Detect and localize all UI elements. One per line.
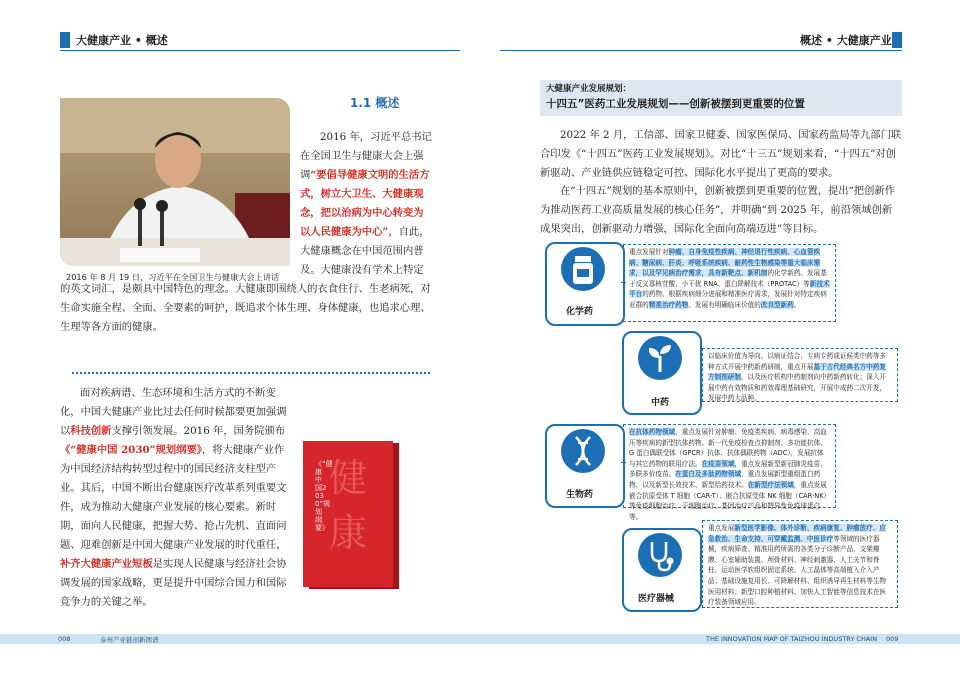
card-desc-medical-device [702, 520, 898, 608]
card-label-medical-device: 医疗器械 [638, 594, 675, 604]
desc-text: 以临床价值为导向，以病证结合、专病专药或证候类中药等多种方式开展中药新药研制，重点开展 [708, 352, 887, 371]
dna-helix-icon [561, 429, 605, 473]
book-title: 《“健康中国2030”规划纲要》 [315, 460, 333, 532]
desc-text: 的药物。根据疾病细分进展和精准医疗需求，发展针对特定疾病亚群的 [629, 290, 827, 309]
highlighted-text: 精准治疗药物 [648, 300, 689, 309]
right-para2: 在“十四五”规划的基本原则中，创新被摆到更重要的位置，提出“把创新作为推动医药工业高质量发展的核心任务”，并明确“到 2025 年，前沿领域创新成果突出，创新驱动力增强，国际化全面向高端迈进”等目标。 [540, 185, 895, 235]
plan-subtitle: 大健康产业发展规划： [546, 84, 632, 94]
desc-text: ，重点发展嵌合抗原受体 T 细胞（CAR-T）、嵌合抗原受体 NK 细胞（CAR-NK）等免疫细胞治疗、干细胞治疗、基因治疗产品和特异性免疫球蛋白等。 [629, 480, 827, 521]
desc-text: 等领域的医疗器械，疾病筛查、精准用药所需的各类分子诊断产品，支架瓣膜、心室辅助装置、颅骨材料、神经刺激器、人工关节和脊柱、运动医学软组织固定系统、人工晶体等高端植入介入产品；基础设施复用长、可降解材料、组织诱导再生材料等生物医用材料；新型口腔种植材料、加快人工智能等信息技术在医疗装备领域应用。 [708, 534, 887, 607]
right-para1: 2022 年 2 月，工信部、国家卫健委、国家医保局、国家药监局等九部门联合印发《“十四五”医药工业发展规划》。对比“十三五”规划来看，“十四五”对创新驱动、产业链供应链稳定可控、国际化水平提出了更高的要求。 [540, 129, 902, 179]
section-title: 1.1 概述 [350, 96, 400, 110]
plan-title: 十四五”医药工业发展规划——创新被摆到更重要的位置 [546, 98, 805, 110]
highlighted-text: 新型医学影像、体外诊断、疾病康复、肿瘤放疗、应急救治、生命支持、可穿戴监测、中医诊疗 [708, 524, 887, 543]
desc-text: ，以及医疗机构中药制剂向中药新药转化；深入开展中药有效物质和药效毒理基础研究，开展中成药二次开发，发展中药大品种。 [708, 373, 887, 403]
highlighted-text: 在蛋白及多肽药物领域 [675, 470, 742, 479]
desc-text: 重点发展 [708, 524, 735, 532]
card-desc-biologic [623, 424, 836, 521]
desc-text: ，重点发展新型重组蛋白药物、以及新型长效技术、新型给药技术。 [629, 470, 821, 489]
footer-left-page: 008 [58, 635, 71, 643]
highlighted-text: 改良型新药 [760, 300, 794, 309]
svg-text:康: 康 [328, 511, 368, 555]
highlighted-text: 基于古代经典名方中药复方制剂研制 [708, 362, 887, 382]
section-divider [72, 372, 430, 374]
desc-text: ，重点发展针对肿瘤、免疫类疾病、病毒感染、高血压等疾病的新型抗体药物。新一代免疫检查点抑制剂、多功能抗体、G 蛋白偶联受体（GPCR）抗体、抗体偶联药物（ADC），发展抗体与其它药物的联用疗法。 [629, 428, 827, 468]
desc-text: 。 [793, 300, 801, 309]
card-label-tcm: 中药 [651, 398, 670, 408]
left-para2: 面对疾病谱、生态环境和生活方式的不断变化，中国大健康产业比过去任何时候都要更加强调以科技创新支撑引领发展。2016 年，国务院颁布《“健康中国 2030”规划纲要》，将大健康产业作为中国经济结构转型过程中的国民经济支柱型产业。其后，中国不断出台健康医疗改革系列重要文件，成为推动大健康产业发展的核心要素。新时期，面向人民健康，把握大势、抢占先机、直面问题、迎难创新是中国大健康产业发展的时代重任，补齐大健康产业短板是实现人民健康与经济社会协调发展的国家战略，更是提升中国综合国力和国际竞争力的关键之举。 [60, 387, 287, 608]
footer-right-page: 009 [886, 635, 899, 643]
desc-text: ，重点发展新型新冠肺炎疫苗、多联多价疫苗。 [629, 459, 827, 479]
card-desc-tcm [702, 348, 898, 402]
herb-sprout-icon [638, 336, 682, 380]
highlighted-text: 在新型疗法领域 [747, 480, 794, 489]
card-label-biologic: 生物药 [566, 490, 594, 500]
footer-right-title: THE INNOVATION MAP OF TAIZHOU INDUSTRY CHAIN [706, 635, 878, 643]
highlighted-text: 在抗体药物领域 [629, 428, 676, 436]
left-header-marker [60, 32, 70, 48]
card-desc-chemical-drug [623, 244, 836, 322]
left-header-rule [60, 50, 460, 51]
desc-text: 重点发展针对 [629, 248, 669, 256]
right-header-marker [892, 32, 902, 48]
card-label-chemical-drug: 化学药 [566, 307, 594, 317]
pill-bottle-icon [561, 247, 605, 291]
photo-caption: 2016 年 8 月 19 日，习近平在全国卫生与健康大会上讲话 [66, 272, 280, 282]
right-header-title: 概述 • 大健康产业 [800, 34, 892, 47]
highlighted-text: 肿瘤、自身免疫性疾病、神经退行性疾病、心血管疾病、糖尿病、肝炎、呼吸系统疾病、耐药性生物感染等重大临床需求，以及罕见病治疗需求，具有新靶点、新机制 [629, 248, 821, 278]
footer-left-book: 泰州产业链创新图谱 [100, 636, 159, 644]
stethoscope-icon [638, 533, 682, 577]
right-header-rule [500, 50, 902, 51]
left-para1: 2016 年，习近平总书记在全国卫生与健康大会上强调“要倡导健康文明的生活方式，树立大卫生、大健康观念，把以治病为中心转变为以人民健康为中心”，自此，大健康概念在中国范围内普及。大健康没有学术上特定的英文词汇，是颇具中国特色的理念。大健康即围绕人的衣食住行、生老病死，对生命实施全程、全面、全要素的呵护，既追求个体生理、身体健康，也追求心理、生理等各方面的健康。 [60, 131, 432, 333]
desc-text: 。发展有明确临床价值的 [688, 300, 761, 309]
svg-text:健: 健 [328, 456, 368, 500]
highlighted-text: 新技术平台 [629, 279, 830, 299]
left-header-title: 大健康产业 • 概述 [76, 34, 168, 47]
highlighted-text: 在疫苗领域 [701, 459, 735, 468]
desc-text: 的化学新药。发展基于反义寡核苷酸、小干扰 RNA、蛋白降解技术（PROTAC）等 [629, 269, 827, 288]
